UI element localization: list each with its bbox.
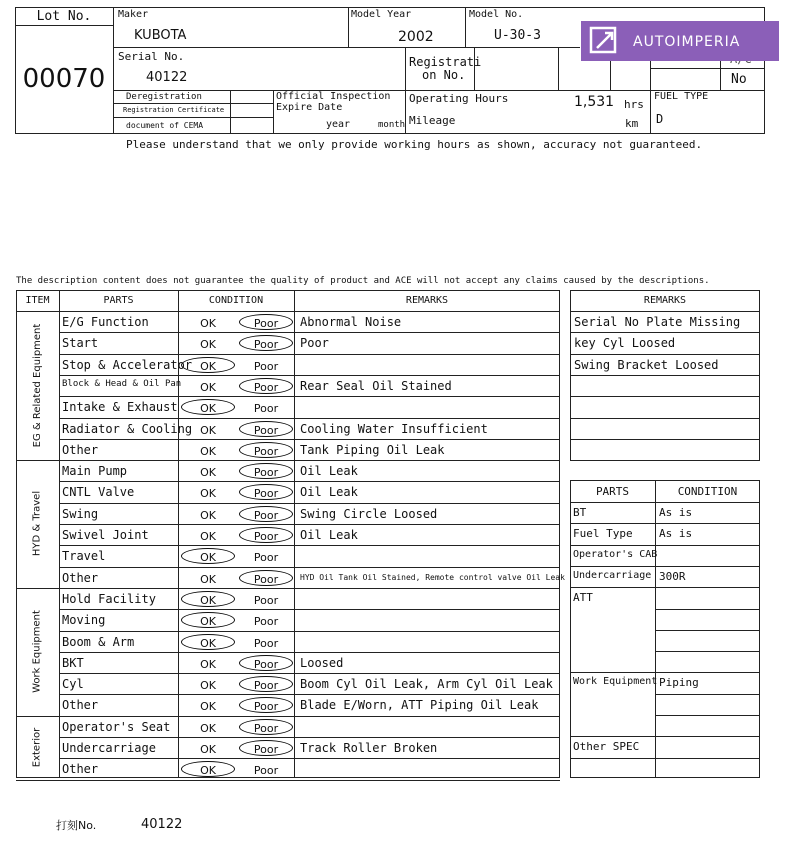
condition-ok: OK xyxy=(200,700,216,714)
remark-text: Track Roller Broken xyxy=(300,741,438,755)
part-label: Start xyxy=(62,336,99,351)
selected-condition-circle xyxy=(239,570,293,586)
logo-text: AUTOIMPERIA xyxy=(633,34,741,50)
remark-text: Oil Leak xyxy=(300,485,358,500)
item-group-label: EG & Related Equipment xyxy=(31,323,43,447)
remark-text: Blade E/Worn, ATT Piping Oil Leak xyxy=(300,698,539,713)
part-label: Stop & Accelerator xyxy=(62,357,193,372)
part-label: Operator's Seat xyxy=(62,719,171,734)
model-year-label: Model Year xyxy=(351,9,412,20)
selected-condition-circle xyxy=(181,634,235,650)
selected-condition-circle xyxy=(239,719,293,735)
operating-hours-value: 1,531 xyxy=(574,94,615,110)
parts-box-part: Work Equipment xyxy=(573,676,658,688)
condition-ok: OK xyxy=(200,636,216,650)
condition-ok: OK xyxy=(200,508,216,522)
parts-box-part: Other SPEC xyxy=(573,740,640,754)
condition-poor: Poor xyxy=(253,615,279,629)
part-label: Swing xyxy=(62,506,99,521)
condition-poor: Poor xyxy=(253,466,279,480)
condition-ok: OK xyxy=(200,551,216,565)
ac-value: No xyxy=(731,72,747,87)
condition-poor: Poor xyxy=(253,679,279,693)
part-label: BKT xyxy=(62,655,84,670)
operating-hours-label: Operating Hours xyxy=(409,92,509,105)
selected-condition-circle xyxy=(239,740,293,756)
fuel-type-label: FUEL TYPE xyxy=(654,91,709,102)
col-parts-header: PARTS xyxy=(103,295,134,306)
parts-box-col-parts: PARTS xyxy=(595,485,630,498)
selected-condition-circle xyxy=(239,421,293,437)
part-label: Other xyxy=(62,570,99,585)
part-label: Intake & Exhaust xyxy=(62,400,178,415)
part-label: Main Pump xyxy=(62,464,128,479)
part-label: Other xyxy=(62,698,99,713)
selected-condition-circle xyxy=(181,591,235,607)
cema-label: document of CEMA xyxy=(126,121,204,130)
remark-text: Loosed xyxy=(300,655,344,670)
remark-text: Tank Piping Oil Leak xyxy=(300,442,445,457)
model-no-value: U-30-3 xyxy=(494,28,541,43)
condition-ok: OK xyxy=(200,764,216,778)
condition-poor: Poor xyxy=(253,444,279,458)
selected-condition-circle xyxy=(181,357,235,373)
registration-certificate-label: Registration Certificate xyxy=(123,106,225,114)
condition-poor: Poor xyxy=(253,572,279,586)
part-label: E/G Function xyxy=(62,315,149,329)
selected-condition-circle xyxy=(239,314,293,330)
condition-poor: Poor xyxy=(253,700,279,714)
part-label: Other xyxy=(62,442,99,457)
condition-ok: OK xyxy=(200,466,216,480)
part-label: Radiator & Cooling xyxy=(62,421,193,436)
col-condition-header: CONDITION xyxy=(208,295,264,306)
item-group-label: Work Equipment xyxy=(31,609,43,693)
condition-ok: OK xyxy=(200,444,216,458)
condition-poor: Poor xyxy=(253,636,279,650)
condition-ok: OK xyxy=(200,572,216,586)
condition-poor: Poor xyxy=(253,530,279,543)
remark-text: Poor xyxy=(300,336,329,351)
col-item-header: ITEM xyxy=(25,295,50,306)
condition-poor: Poor xyxy=(253,402,279,416)
remark-text: HYD Oil Tank Oil Stained, Remote control valve Oil Leak xyxy=(300,572,565,582)
remarks-line: key Cyl Loosed xyxy=(574,336,676,351)
condition-poor: Poor xyxy=(253,317,279,330)
condition-poor: Poor xyxy=(253,380,279,394)
condition-ok: OK xyxy=(200,657,216,671)
parts-box-condition: 300R xyxy=(659,569,686,583)
remark-text: Cooling Water Insufficient xyxy=(300,421,488,436)
condition-ok: OK xyxy=(200,317,216,330)
condition-ok: OK xyxy=(200,423,216,437)
serial-value: 40122 xyxy=(146,70,188,85)
selected-condition-circle xyxy=(239,463,293,479)
col-remarks-header: REMARKS xyxy=(405,295,449,306)
logo-mark-icon xyxy=(585,21,625,61)
condition-poor: Poor xyxy=(253,338,279,352)
parts-box-col-condition: CONDITION xyxy=(677,485,738,498)
selected-condition-circle xyxy=(239,655,293,671)
selected-condition-circle xyxy=(239,442,293,458)
year-label: year xyxy=(326,119,351,130)
remark-text: Oil Leak xyxy=(300,464,358,479)
parts-box-part: Operator's CAB xyxy=(573,548,658,560)
part-label: Travel xyxy=(62,549,106,564)
selected-condition-circle xyxy=(239,506,293,522)
remark-text: Boom Cyl Oil Leak, Arm Cyl Oil Leak xyxy=(300,677,553,692)
condition-ok: OK xyxy=(200,338,216,352)
condition-poor: Poor xyxy=(253,423,279,437)
condition-ok: OK xyxy=(200,530,216,543)
selected-condition-circle xyxy=(239,378,293,394)
condition-poor: Poor xyxy=(253,743,279,756)
parts-box-part: ATT xyxy=(573,591,593,605)
condition-poor: Poor xyxy=(253,657,279,671)
part-label: Undercarriage xyxy=(62,741,156,755)
registration-label-2: on No. xyxy=(422,68,466,82)
condition-ok: OK xyxy=(200,359,216,373)
parts-box-part: Fuel Type xyxy=(573,527,633,541)
part-label: Cyl xyxy=(62,677,84,692)
part-label: Block & Head & Oil Pan xyxy=(62,378,182,389)
part-label: CNTL Valve xyxy=(62,485,135,500)
inspection-label-2: Expire Date xyxy=(276,102,343,113)
mileage-unit: km xyxy=(625,117,639,130)
condition-ok: OK xyxy=(200,679,216,693)
part-label: Moving xyxy=(62,613,106,628)
remark-text: Oil Leak xyxy=(300,528,358,542)
parts-box-part: Undercarriage xyxy=(573,569,652,581)
hours-unit: hrs xyxy=(624,98,644,111)
condition-ok: OK xyxy=(200,402,216,416)
condition-poor: Poor xyxy=(253,487,279,501)
autoimperia-logo xyxy=(581,21,779,61)
maker-label: Maker xyxy=(118,9,149,20)
remark-text: Swing Circle Loosed xyxy=(300,506,438,521)
condition-ok: OK xyxy=(200,593,216,607)
selected-condition-circle xyxy=(239,676,293,692)
condition-ok: OK xyxy=(200,487,216,501)
maker-value: KUBOTA xyxy=(134,28,187,43)
part-label: Swivel Joint xyxy=(62,528,149,542)
mileage-label: Mileage xyxy=(409,114,456,127)
remark-text: Rear Seal Oil Stained xyxy=(300,378,452,393)
condition-ok: OK xyxy=(200,721,216,735)
selected-condition-circle xyxy=(239,527,293,543)
fuel-type-value: D xyxy=(656,112,664,126)
parts-box-condition: As is xyxy=(659,506,693,519)
condition-poor: Poor xyxy=(253,721,279,735)
part-label: Other xyxy=(62,762,99,777)
lot-label: Lot No. xyxy=(36,9,92,24)
part-label: Boom & Arm xyxy=(62,634,135,649)
parts-box-condition: As is xyxy=(659,527,693,541)
remark-text: Abnormal Noise xyxy=(300,315,402,329)
inspection-label-1: Official Inspection xyxy=(276,91,391,102)
model-year-value: 2002 xyxy=(398,29,434,45)
condition-poor: Poor xyxy=(253,359,279,373)
disclaimer: The description content does not guarantee the quality of product and ACE will not accept any claims caused by the descriptions. xyxy=(16,276,710,286)
condition-poor: Poor xyxy=(253,551,279,565)
month-label: month xyxy=(378,120,406,130)
remarks-line: Swing Bracket Loosed xyxy=(574,357,719,372)
condition-poor: Poor xyxy=(253,593,279,607)
model-no-label: Model No. xyxy=(469,9,524,20)
condition-ok: OK xyxy=(200,743,216,756)
condition-poor: Poor xyxy=(253,508,279,522)
item-group-label: HYD & Travel xyxy=(31,490,43,557)
working-hours-notice: Please understand that we only provide working hours as shown, accuracy not guaranteed. xyxy=(126,138,703,151)
condition-poor: Poor xyxy=(253,764,279,778)
registration-label-1: Registrati xyxy=(409,55,482,69)
serial-label: Serial No. xyxy=(118,50,185,63)
parts-box-part: BT xyxy=(573,506,587,519)
lot-value: 00070 xyxy=(22,64,106,94)
remarks-line: Serial No Plate Missing xyxy=(574,315,741,329)
part-label: Hold Facility xyxy=(62,591,156,606)
condition-ok: OK xyxy=(200,615,216,629)
stamp-label: 打刻No. xyxy=(56,819,97,832)
condition-ok: OK xyxy=(200,380,216,394)
item-group-label: Exterior xyxy=(31,727,43,767)
parts-box-condition: Piping xyxy=(659,676,699,690)
stamp-value: 40122 xyxy=(141,817,183,832)
remarks-box-title: REMARKS xyxy=(643,295,687,306)
deregistration-label: Deregistration xyxy=(126,92,202,102)
